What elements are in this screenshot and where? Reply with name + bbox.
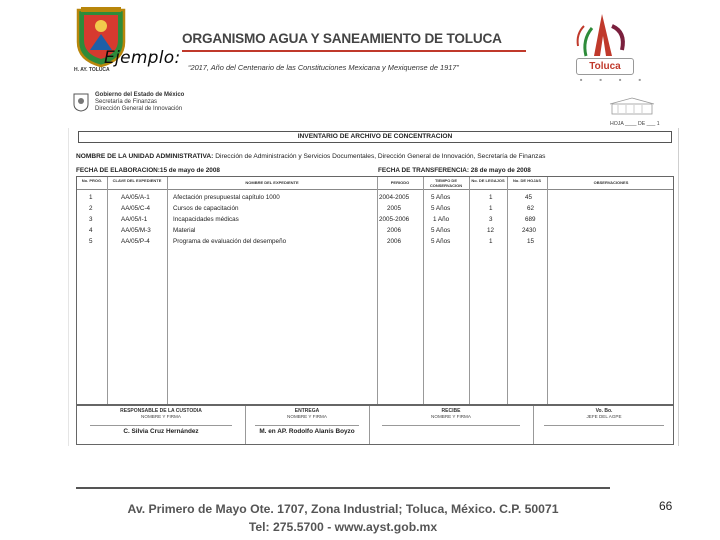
row-tiempo: 5 Años: [431, 205, 451, 212]
column-header: CLAVE DEL EXPEDIENTE: [112, 178, 162, 183]
row-clave: AA/05/C-4: [121, 205, 151, 212]
title-rule: [182, 50, 526, 52]
column-rule: [107, 177, 108, 404]
row-number: 5: [89, 238, 93, 245]
unidad-administrativa: [76, 153, 545, 160]
signature-line: [255, 425, 359, 426]
org-subtitle: “2017, Año del Centenario de las Constituciones Mexicana y Mexiquense de 1917”: [188, 63, 459, 72]
row-tiempo: 5 Años: [431, 227, 451, 234]
row-clave: AA/05/M-3: [121, 227, 151, 234]
row-legajos: 1: [489, 205, 493, 212]
row-nombre: Afectación presupuestal capítulo 1000: [173, 194, 280, 201]
row-legajos: 1: [489, 238, 493, 245]
column-rule: [167, 177, 168, 404]
signature-role: Vo. Bo.: [595, 408, 613, 414]
gov-line-2: Secretaría de Finanzas: [95, 99, 158, 105]
signature-sub: NOMBRE Y FIRMA: [141, 414, 181, 419]
inventory-table: [76, 176, 674, 405]
state-seal-icon: [73, 92, 89, 112]
column-rule: [469, 177, 470, 404]
signature-custodia: [77, 406, 245, 444]
example-overlay-label: Ejemplo:: [104, 48, 181, 68]
page-counter: HOJA ____ DE ___ 1: [610, 121, 660, 127]
slide-page-number: 66: [659, 499, 673, 513]
row-periodo: 2006: [387, 238, 402, 245]
row-periodo: 2006: [387, 227, 402, 234]
fecha-elaboracion-value: 15 de mayo de 2008: [159, 167, 220, 174]
signature-vobo: [533, 406, 675, 444]
footer-contact: Tel: 275.5700 - www.ayst.gob.mx: [248, 520, 438, 534]
signature-role: RECIBE: [441, 408, 461, 414]
footer-rule: [76, 487, 610, 489]
crest-caption: H. AY. TOLUCA: [74, 67, 110, 73]
fecha-transferencia: [378, 167, 531, 174]
column-rule: [377, 177, 378, 404]
fecha-elaboracion: [76, 167, 220, 174]
signature-sub: NOMBRE Y FIRMA: [431, 414, 471, 419]
column-header: NOMBRE DEL EXPEDIENTE: [245, 180, 299, 185]
footer-address: Av. Primero de Mayo Ote. 1707, Zona Industrial; Toluca, México. C.P. 50071: [127, 502, 559, 516]
row-tiempo: 5 Años: [431, 238, 451, 245]
government-header: [95, 92, 184, 113]
signature-name: M. en AP. Rodolfo Alanís Boyzo: [259, 428, 355, 435]
row-hojas: 15: [527, 238, 535, 245]
unidad-value: Dirección de Administración y Servicios Documentales, Dirección General de Innovación, Secretaría de Finanzas: [215, 153, 546, 160]
row-periodo: 2005-2006: [379, 216, 410, 223]
row-hojas: 62: [527, 205, 535, 212]
column-rule: [547, 177, 548, 404]
signature-line: [544, 425, 663, 426]
row-clave: AA/05/P-4: [121, 238, 150, 245]
row-nombre: Cursos de capacitación: [173, 205, 239, 212]
signature-block: [76, 405, 674, 445]
row-periodo: 2005: [387, 205, 402, 212]
building-stamp-icon: [608, 96, 660, 118]
signature-line: [90, 425, 231, 426]
toluca-logo-dots: ■ ■ ■ ■: [580, 77, 649, 82]
inventory-title: INVENTARIO DE ARCHIVO DE CONCENTRACION: [78, 131, 672, 143]
row-periodo: 2004-2005: [379, 194, 410, 201]
fecha-elaboracion-label: FECHA DE ELABORACION:: [76, 167, 160, 174]
column-rule: [423, 177, 424, 404]
row-hojas: 45: [525, 194, 533, 201]
signature-recibe: [369, 406, 533, 444]
row-number: 2: [89, 205, 93, 212]
signature-role: RESPONSABLE DE LA CUSTODIA: [120, 408, 202, 414]
row-clave: AA/05/A-1: [121, 194, 150, 201]
row-tiempo: 1 Año: [433, 216, 450, 223]
signature-role: ENTREGA: [294, 408, 320, 414]
gov-line-1: Gobierno del Estado de México: [95, 92, 185, 98]
column-header: No. PROG.: [81, 178, 103, 183]
signature-name: C. Silvia Cruz Hernández: [123, 428, 199, 435]
row-hojas: 2430: [522, 227, 537, 234]
scan-edge-left: [68, 128, 69, 446]
row-number: 1: [89, 194, 93, 201]
row-hojas: 689: [525, 216, 536, 223]
fecha-transferencia-label: FECHA DE TRANSFERENCIA:: [378, 167, 470, 174]
column-header: TIEMPO DE CONSERVACION: [429, 178, 463, 188]
row-number: 4: [89, 227, 93, 234]
column-rule: [507, 177, 508, 404]
row-nombre: Programa de evaluación del desempeño: [173, 238, 287, 245]
toluca-logo-text: Toluca: [576, 58, 634, 75]
row-legajos: 12: [487, 227, 495, 234]
row-nombre: Material: [173, 227, 196, 234]
row-legajos: 1: [489, 194, 493, 201]
unidad-label: NOMBRE DE LA UNIDAD ADMINISTRATIVA:: [76, 153, 214, 160]
signature-sub: NOMBRE Y FIRMA: [287, 414, 327, 419]
org-title: ORGANISMO AGUA Y SANEAMIENTO DE TOLUCA: [182, 31, 502, 46]
row-nombre: Incapacidades médicas: [173, 216, 239, 223]
row-tiempo: 5 Años: [431, 194, 451, 201]
signature-sub: JEFE DEL AGPE: [586, 414, 622, 419]
column-header: No. DE HOJAS: [512, 178, 541, 183]
column-header: OBSERVACIONES: [593, 180, 629, 185]
fecha-transferencia-value: 28 de mayo de 2008: [470, 167, 531, 174]
signature-line: [382, 425, 520, 426]
gov-line-3: Dirección General de Innovación: [95, 106, 183, 112]
row-number: 3: [89, 216, 93, 223]
column-header: No. DE LEGAJOS: [471, 178, 505, 183]
scan-edge-right: [678, 128, 679, 446]
row-clave: AA/05/I-1: [121, 216, 148, 223]
signature-entrega: [245, 406, 369, 444]
column-header: PERIODO: [390, 180, 410, 185]
row-legajos: 3: [489, 216, 493, 223]
